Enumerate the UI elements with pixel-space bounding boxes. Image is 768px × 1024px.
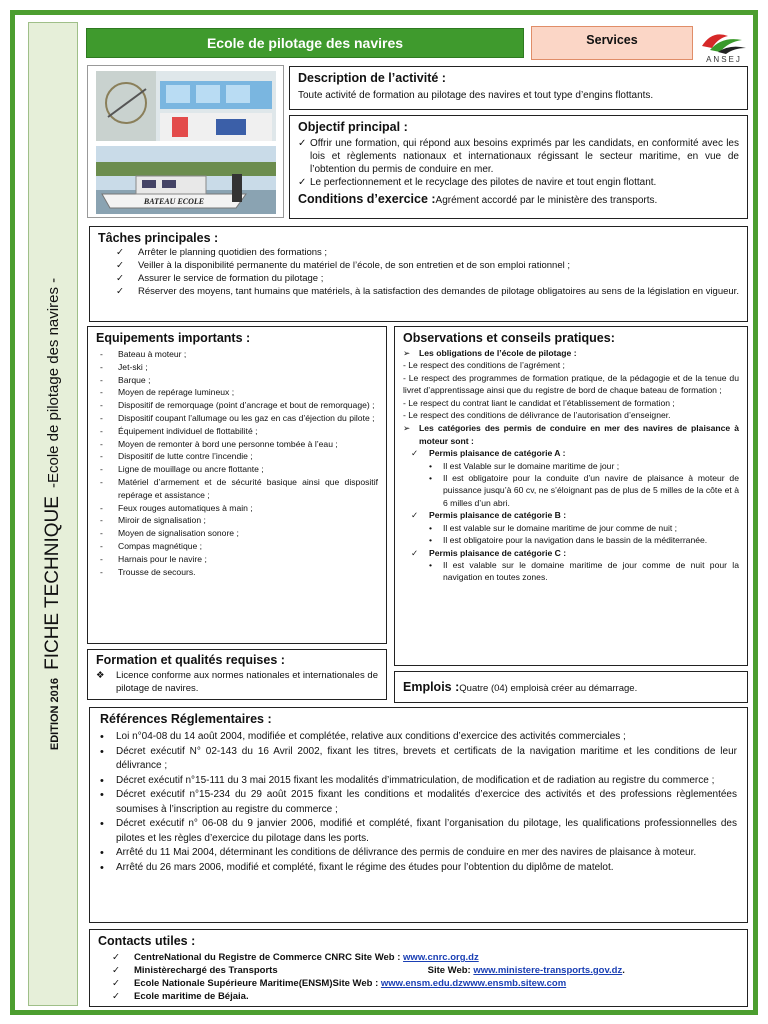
reference-item: • Arrêté du 11 Mai 2004, déterminant les conditions de délivrance des permis de conduire en mer des navires de plaisance à moteur. bbox=[100, 847, 697, 859]
page-title: Ecole de pilotage des navires bbox=[86, 28, 524, 58]
tache-item: ✓ Veiller à la disponibilité permanente du matériel de l’école, de son entretien et de son emploi rationnel ; bbox=[98, 259, 739, 272]
services-badge: Services bbox=[531, 26, 693, 60]
ansej-logo bbox=[698, 26, 750, 64]
equipement-item: - Ligne de mouillage ou ancre flottante ; bbox=[100, 464, 264, 475]
check-icon: ✓ bbox=[411, 448, 419, 459]
formation-box bbox=[87, 649, 387, 700]
arrow-icon: ➢ bbox=[403, 348, 411, 358]
references-list bbox=[100, 730, 737, 875]
category-item: • Il est valable sur le domaine maritime de jour comme de nuit ; bbox=[429, 522, 678, 533]
objectif-heading: Objectif principal : bbox=[298, 120, 408, 134]
categories-title: ➢ Les catégories des permis de conduire en mer des navires de plaisance à moteur sont : bbox=[403, 423, 739, 446]
category-item: • Il est obligatoire pour la conduite d’un navire de plaisance à moteur de puissance jusqu’à 60 cv, ne s’éloignant pas de plus de 5 milles de la côte et à 6 milles d’un abri. bbox=[429, 473, 739, 508]
category-title: ✓ Permis plaisance de catégorie C : bbox=[411, 547, 567, 558]
equipement-item: - Miroir de signalisation ; bbox=[100, 515, 206, 526]
check-icon: ✓ bbox=[116, 247, 124, 258]
contact-item: ✓ CentreNational du Registre de Commerce CNRC Site Web : www.cnrc.org.dz bbox=[98, 951, 739, 964]
equipement-item: - Harnais pour le navire ; bbox=[100, 553, 207, 564]
equipement-item: - Moyen de repérage lumineux ; bbox=[100, 387, 235, 398]
references-heading: Références Réglementaires : bbox=[100, 712, 272, 726]
description-text: Toute activité de formation au pilotage des navires et tout type d’engins flottants. bbox=[298, 90, 654, 101]
photos-panel bbox=[87, 65, 284, 218]
equipement-item: - Dispositif de lutte contre l’incendie ; bbox=[100, 451, 253, 462]
equipement-item: - Bateau à moteur ; bbox=[100, 349, 187, 359]
taches-list bbox=[98, 246, 739, 298]
conditions-text: Agrément accordé par le ministère des transports. bbox=[435, 195, 658, 206]
conditions-label: Conditions d’exercice : bbox=[298, 192, 436, 206]
taches-box bbox=[89, 226, 748, 322]
check-icon: ✓ bbox=[411, 510, 419, 521]
obligation-item: - Le respect des conditions de l’agrément ; bbox=[403, 360, 565, 371]
description-heading: Description de l’activité : bbox=[298, 71, 446, 85]
equipements-list bbox=[96, 348, 378, 578]
reference-item: • Arrêté du 26 mars 2006, modifié et complété, fixant le régime des études pour l’obtention du diplôme de matelot. bbox=[100, 861, 614, 874]
boat-label: BATEAU ECOLE bbox=[143, 197, 205, 206]
equipements-heading: Equipements importants : bbox=[96, 331, 251, 345]
obligation-item: - Le respect des conditions de délivrance de l’autorisation d’enseigner. bbox=[403, 410, 671, 421]
tache-item: ✓ Arrêter le planning quotidien des formations ; bbox=[98, 246, 739, 259]
check-icon: ✓ bbox=[116, 286, 124, 297]
contact-link[interactable]: www.cnrc.org.dz bbox=[403, 952, 479, 963]
equipement-item: - Compas magnétique ; bbox=[100, 540, 203, 551]
objectif-item: ✓ Offrir une formation, qui répond aux besoins exprimés par les candidats, en conformité avec les lois et règlements nationaux et internationaux régissant le secteur maritime, en vue de l’obtention du permis de conduire en mer. bbox=[298, 138, 739, 175]
equipement-item: - Dispositif de remorquage (point d’ancrage et bout de remorquage) ; bbox=[100, 400, 375, 411]
equipement-item: - Feux rouges automatiques à main ; bbox=[100, 502, 253, 513]
fiche-label: FICHE TECHNIQUE bbox=[42, 496, 64, 670]
category-title: ✓ Permis plaisance de catégorie B : bbox=[411, 510, 567, 521]
contacts-heading: Contacts utiles : bbox=[98, 934, 196, 948]
check-icon: ✓ bbox=[116, 260, 124, 271]
equipement-item: - Jet-ski ; bbox=[100, 361, 148, 372]
equipement-item: - Dispositif coupant l’allumage ou les gaz en cas d’éjection du pilote ; bbox=[100, 412, 375, 423]
tache-item: ✓ Réserver des moyens, tant humains que matériels, à la satisfaction des demandes de pilotage obligatoires au sens de la législation en vigueur. bbox=[98, 285, 739, 298]
taches-heading: Tâches principales : bbox=[98, 231, 219, 245]
contact-item: ✓ Ministèrechargé des Transports Site Web: www.ministere-transports.gov.dz. bbox=[98, 964, 739, 977]
equipement-item: - Moyen de signalisation sonore ; bbox=[100, 528, 239, 539]
contact-link[interactable]: www.ensm.edu.dzwww.ensmb.sitew.com bbox=[380, 978, 567, 989]
contact-item: ✓ Ecole Nationale Supérieure Maritime(ENSM)Site Web : www.ensm.edu.dzwww.ensmb.sitew.com bbox=[98, 977, 739, 990]
equipement-item: - Matériel d’armement et de sécurité basique ainsi que dispositif repérage et assistance ; bbox=[100, 476, 378, 500]
observations-body bbox=[403, 347, 739, 584]
observations-heading: Observations et conseils pratiques: bbox=[403, 331, 615, 345]
reference-item: • Décret exécutif N° 02-143 du 16 Avril 2002, fixant les titres, brevets et certificats de la navigation maritime et les conditions de leur délivrance ; bbox=[100, 745, 737, 771]
references-box bbox=[89, 707, 748, 923]
description-box bbox=[289, 66, 748, 110]
check-icon: ✓ bbox=[411, 547, 419, 558]
objectif-item: ✓ Le perfectionnement et le recyclage des pilotes de navire et tout engin flottant. bbox=[298, 177, 657, 188]
check-icon: ✓ bbox=[112, 965, 120, 976]
equipements-box bbox=[87, 326, 387, 644]
emplois-box bbox=[394, 671, 748, 703]
formation-heading: Formation et qualités requises : bbox=[96, 653, 285, 667]
contact-link[interactable]: www.ministere-transports.gov.dz bbox=[473, 965, 623, 976]
check-icon: ✓ bbox=[112, 991, 120, 1002]
reference-item: • Décret exécutif n° 06-08 du 9 janvier 2006, modifié et complété, fixant l’organisation du pilotage, les qualifications professionnelles des pilotes et les règles d’exercice du pilotage dans les ports. bbox=[100, 818, 737, 844]
equipement-item: - Trousse de secours. bbox=[100, 566, 196, 577]
fiche-subtitle: -Ecole de pilotage des navires - bbox=[45, 277, 63, 489]
obligation-item: - Le respect des programmes de formation pratique, de la pédagogie et de la tenue du livret d’apprentissage ainsi que du registre de bord de chaque bateau de formation ; bbox=[403, 372, 739, 396]
objectif-box bbox=[289, 115, 748, 219]
emplois-text: Quatre (04) emploisà créer au démarrage. bbox=[459, 683, 638, 694]
check-icon: ✓ bbox=[116, 273, 124, 284]
category-item: • Il est obligatoire pour la navigation dans le bassin de la méditerranée. bbox=[429, 535, 708, 546]
reference-item: • Décret exécutif n°15-234 du 29 août 2015 fixant les conditions et modalités d’exercice des activités et des professions règlementées soumises à l’inscription au registre du commerce ; bbox=[100, 789, 737, 815]
observations-box bbox=[394, 326, 748, 666]
check-icon: ✓ bbox=[112, 978, 120, 989]
arrow-icon: ➢ bbox=[403, 423, 411, 434]
conditions-line bbox=[298, 190, 739, 208]
contacts-list bbox=[98, 951, 739, 1003]
contact-item: ✓ Ecole maritime de Béjaia. bbox=[98, 990, 739, 1003]
category-item: • Il est valable sur le domaine maritime de jour comme de nuit pour la navigation en toutes zones. bbox=[429, 559, 739, 583]
logo-text: ANSEJ bbox=[706, 55, 742, 64]
equipement-item: - Barque ; bbox=[100, 374, 151, 385]
obligations-title: ➢ Les obligations de l’école de pilotage : bbox=[403, 348, 577, 358]
category-item: • Il est Valable sur le domaine maritime de jour ; bbox=[429, 460, 620, 471]
classroom-photo bbox=[96, 71, 276, 141]
emplois-label: Emplois : bbox=[403, 680, 460, 694]
reference-item: • Loi n°04-08 du 14 août 2004, modifiée et complétée, relative aux conditions d’exercice des activités commerciales ; bbox=[100, 731, 626, 743]
check-icon: ✓ bbox=[112, 952, 120, 963]
tache-item: ✓ Assurer le service de formation du pilotage ; bbox=[98, 272, 739, 285]
formation-item: ❖ Licence conforme aux normes nationales et internationales de pilotage de navires. bbox=[96, 670, 378, 694]
edition-label: EDITION 2016 bbox=[49, 677, 62, 751]
obligation-item: - Le respect du contrat liant le candidat et l’établissement de formation ; bbox=[403, 397, 675, 408]
equipement-item: - Équipement individuel de flottabilité ; bbox=[100, 425, 258, 436]
equipement-item: - Moyen de remonter à bord une personne tombée à l’eau ; bbox=[100, 438, 338, 449]
contacts-box bbox=[89, 929, 748, 1007]
boat-photo bbox=[96, 146, 276, 214]
sidebar-label bbox=[42, 278, 64, 750]
reference-item: • Décret exécutif n°15-111 du 3 mai 2015 fixant les modalités d’immatriculation, de modification et de radiation au registre du commerce ; bbox=[100, 774, 715, 787]
category-title: ✓ Permis plaisance de catégorie A : bbox=[411, 448, 566, 459]
sidebar bbox=[28, 22, 78, 1006]
